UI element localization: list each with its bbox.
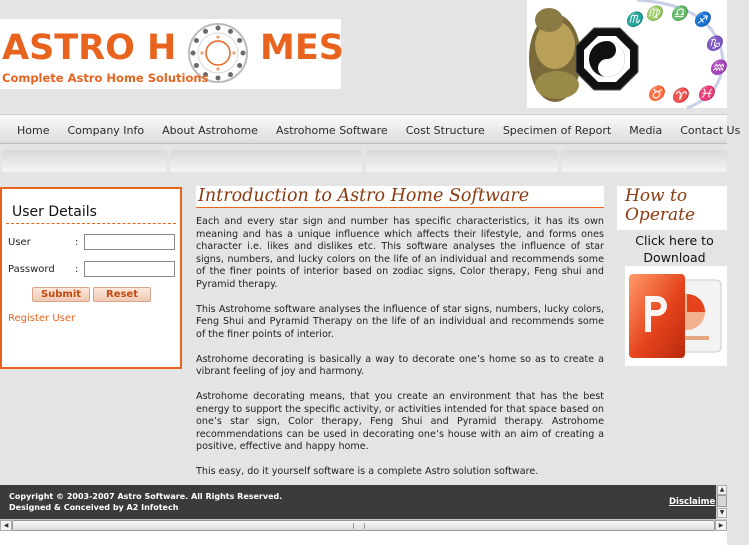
logo-word-mes: MES xyxy=(260,28,344,68)
main-navigation xyxy=(0,114,741,144)
powerpoint-icon[interactable] xyxy=(625,266,727,366)
colon: : xyxy=(75,237,79,248)
site-logo[interactable] xyxy=(0,19,344,89)
scroll-right-arrow-icon[interactable]: ▶ xyxy=(715,520,727,531)
svg-text:♐: ♐ xyxy=(693,12,711,28)
intro-heading: Introduction to Astro Home Software xyxy=(198,186,530,206)
intro-paragraph: Astrohome decorating means, that you create an environment that has the best energy to support the specific activity, or activities intended for that space based on one’s star sign, Color therapy, Feng Shui and Pyramid therapy. Astrohome recommendations can be used in decorating one’s house with an aim of creating a positive, effective and happy home. xyxy=(196,391,604,452)
nav-item-contact-us[interactable]: Contact Us xyxy=(680,123,741,137)
intro-paragraph: Each and every star sign and number has specific characteristics, it has its own meaning and has a unique influence which affects their lifestyle, and forms ones character i.e. likes and dislikes etc. This software analyses the influence of star signs, numbers, and lucky colors on the life of an individual and recommends some of the finer points of interior based on zodiac signs, Color therapy, Feng shui and Pyramid therapy. xyxy=(196,216,604,290)
nav-item-about-astrohome[interactable]: About Astrohome xyxy=(162,123,258,137)
svg-text:♏: ♏ xyxy=(625,12,643,28)
vertical-scrollbar[interactable] xyxy=(716,485,727,519)
nav-item-company-info[interactable]: Company Info xyxy=(67,123,145,137)
vertical-scroll-thumb[interactable] xyxy=(717,495,727,507)
tab-block xyxy=(170,150,362,172)
user-input[interactable] xyxy=(84,234,175,250)
disclaimer-link[interactable]: Disclaime xyxy=(669,497,716,507)
download-link[interactable]: Click here to Download xyxy=(635,233,714,265)
intro-paragraph: This easy, do it yourself software is a complete Astro solution software. xyxy=(196,466,539,477)
zodiac-bagua-illustration xyxy=(527,0,727,108)
scroll-grip-icon xyxy=(353,523,365,529)
how-to-operate-heading-box xyxy=(617,186,727,230)
user-details-title: User Details xyxy=(6,189,176,224)
svg-text:♑: ♑ xyxy=(705,36,723,52)
tab-block xyxy=(2,150,167,172)
horizontal-scrollbar[interactable] xyxy=(0,519,727,531)
svg-text:♍: ♍ xyxy=(645,6,663,22)
nav-item-specimen-of-report[interactable]: Specimen of Report xyxy=(502,123,612,137)
submit-button[interactable]: Submit xyxy=(32,287,90,302)
tab-block xyxy=(561,150,727,172)
intro-paragraph: Astrohome decorating is basically a way to decorate one’s home so as to create a vibrant feeling of joy and harmony. xyxy=(196,353,604,377)
credit-text: Designed & Conceived by A2 Infotech xyxy=(9,503,179,512)
svg-text:♒: ♒ xyxy=(709,60,727,76)
decorative-tab-strip xyxy=(0,150,727,172)
nav-item-media[interactable]: Media xyxy=(629,123,663,137)
intro-heading-box xyxy=(196,186,604,208)
svg-text:♓: ♓ xyxy=(697,86,715,102)
user-label: User xyxy=(8,237,31,248)
nav-item-astrohome-software[interactable]: Astrohome Software xyxy=(275,123,388,137)
scroll-up-arrow-icon[interactable]: ▲ xyxy=(717,485,727,495)
how-to-heading: How to xyxy=(625,186,688,206)
scroll-down-arrow-icon[interactable]: ▼ xyxy=(717,508,727,518)
logo-tagline: Complete Astro Home Solutions xyxy=(2,71,209,85)
footer xyxy=(0,485,716,519)
register-user-link[interactable]: Register User xyxy=(8,313,76,324)
svg-text:♉: ♉ xyxy=(647,86,665,102)
reset-button[interactable]: Reset xyxy=(93,287,151,302)
operate-heading: Operate xyxy=(625,205,696,225)
intro-paragraph: This Astrohome software analyses the influence of star signs, numbers, lucky colors, Feng Shui and Pyramid Therapy on the life of an individual and recommends some of the finer points of interior. xyxy=(196,303,604,340)
intro-content xyxy=(196,216,604,491)
nav-item-cost-structure[interactable]: Cost Structure xyxy=(405,123,485,137)
svg-text:♎: ♎ xyxy=(670,6,688,22)
scroll-left-arrow-icon[interactable]: ◀ xyxy=(0,520,12,531)
horizontal-scroll-thumb[interactable] xyxy=(12,520,715,531)
svg-text:♈: ♈ xyxy=(671,88,689,104)
nav-item-home[interactable]: Home xyxy=(17,123,50,137)
password-label: Password xyxy=(8,264,55,275)
logo-word-astro: ASTRO H xyxy=(2,28,177,68)
colon: : xyxy=(75,264,79,275)
copyright-text: Copyright © 2003-2007 Astro Software. All Rights Reserved. xyxy=(9,492,283,501)
header-banner-image xyxy=(527,0,727,108)
tab-block xyxy=(366,150,558,172)
password-input[interactable] xyxy=(84,261,175,277)
window-bottom-edge xyxy=(0,531,727,545)
user-details-panel xyxy=(0,187,182,369)
